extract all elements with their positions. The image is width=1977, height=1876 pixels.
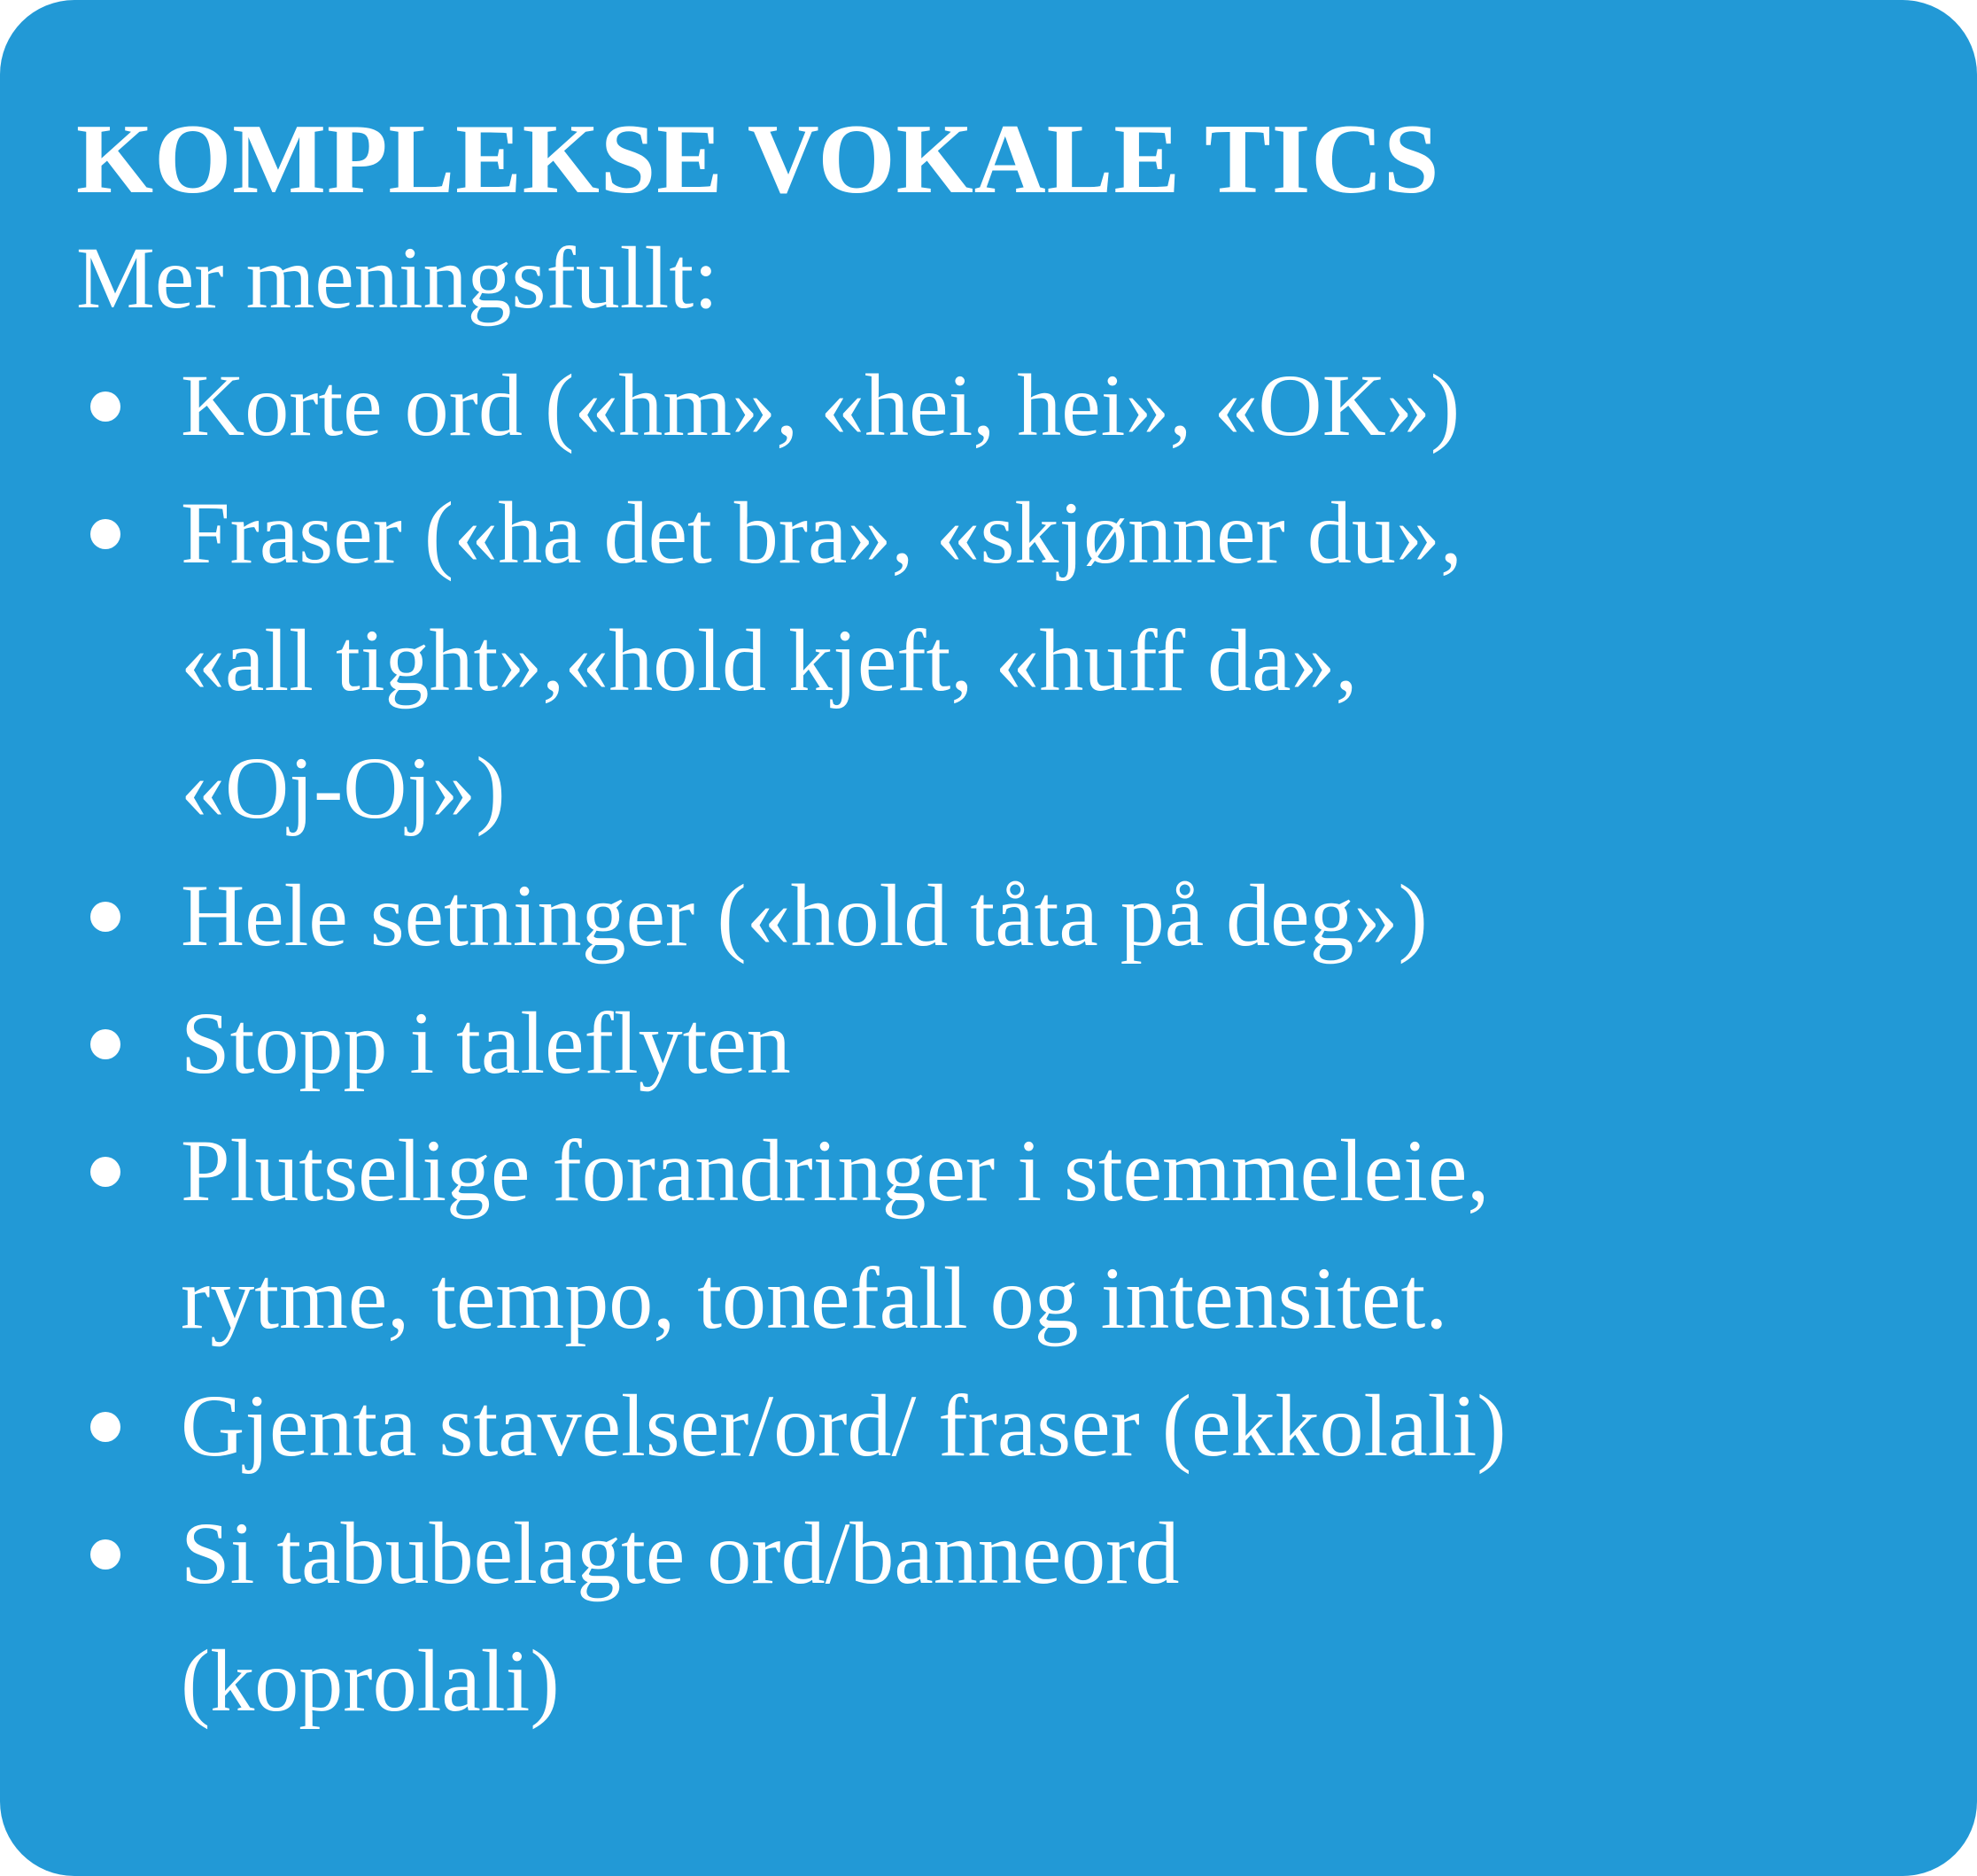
list-item-text: Gjenta stavelser/ord/ fraser (ekkolali) bbox=[181, 1376, 1507, 1475]
list-item bbox=[76, 469, 1924, 852]
bullet-icon bbox=[90, 1412, 120, 1442]
list-item bbox=[76, 980, 1924, 1107]
list-item-text: «all tight»,«hold kjeft, «huff da», bbox=[181, 611, 1358, 709]
list-item bbox=[76, 1490, 1924, 1745]
list-item bbox=[76, 852, 1924, 980]
list-item bbox=[76, 342, 1924, 469]
list-item bbox=[76, 1107, 1924, 1362]
tic-list bbox=[76, 342, 1924, 1745]
card-title: KOMPLEKSE VOKALE TICS bbox=[76, 105, 1440, 214]
card-subtitle: Mer meningsfullt: bbox=[76, 229, 718, 327]
list-item-text: Fraser («ha det bra», «skjønner du», bbox=[181, 484, 1462, 582]
bullet-icon bbox=[90, 1029, 120, 1059]
bullet-icon bbox=[90, 1539, 120, 1570]
bullet-icon bbox=[90, 519, 120, 549]
bullet-icon bbox=[90, 391, 120, 422]
list-item-text: Si tabubelagte ord/banneord bbox=[181, 1504, 1180, 1602]
bullet-icon bbox=[90, 1157, 120, 1187]
list-item-text: «Oj-Oj») bbox=[181, 739, 506, 837]
list-item-text: Plutselige forandringer i stemmeleie, bbox=[181, 1121, 1490, 1220]
list-item-text: Stopp i taleflyten bbox=[181, 994, 791, 1092]
list-item-text: Hele setninger («hold tåta på deg») bbox=[181, 866, 1428, 965]
list-item bbox=[76, 1362, 1924, 1490]
list-item-text: Korte ord («hm», «hei, hei», «OK») bbox=[181, 356, 1461, 454]
list-item-text: rytme, tempo, tonefall og intensitet. bbox=[181, 1249, 1448, 1347]
list-item-text: (koprolali) bbox=[181, 1632, 560, 1730]
bullet-icon bbox=[90, 902, 120, 932]
